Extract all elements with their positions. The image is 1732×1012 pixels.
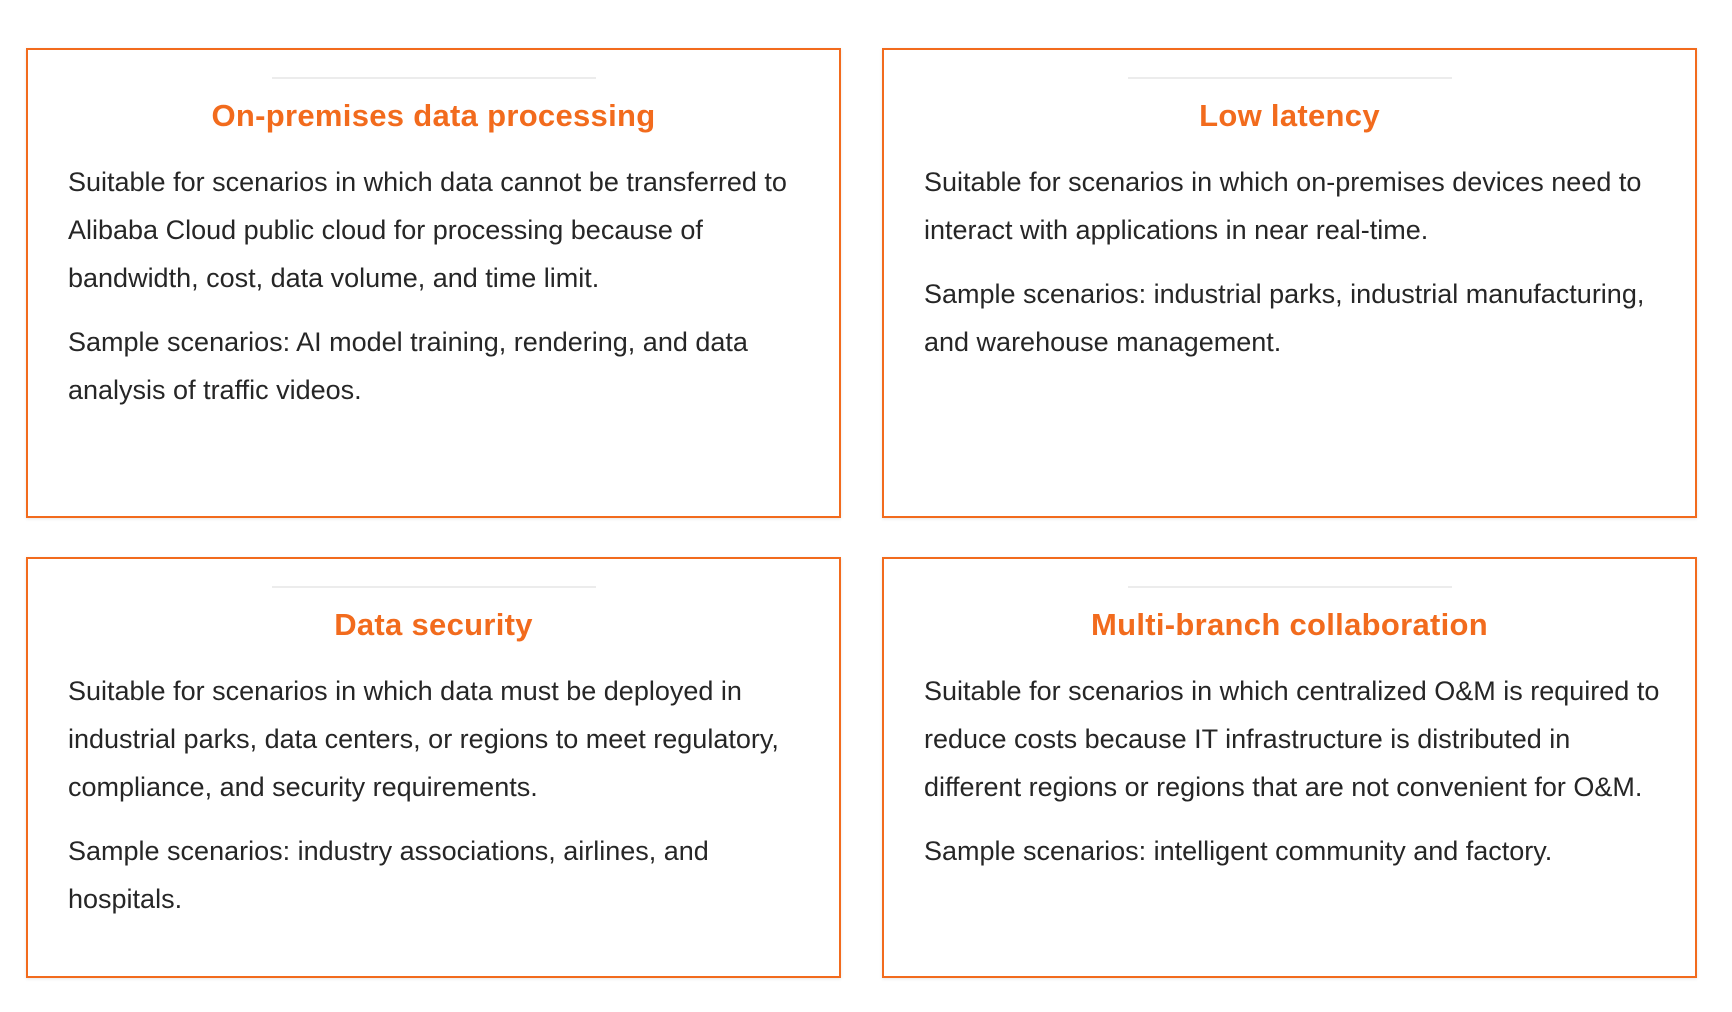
- scenario-card-multi-branch-collaboration: [882, 557, 1697, 978]
- card-title: On-premises data processing: [211, 98, 656, 133]
- card-sample-scenarios: Sample scenarios: industrial parks, industrial manufacturing, and warehouse management.: [924, 279, 1645, 357]
- scenario-card-data-security: [26, 557, 841, 978]
- card-divider: [1128, 77, 1452, 79]
- scenario-card-low-latency: [882, 48, 1697, 518]
- card-body: [924, 667, 1667, 891]
- card-title: Multi-branch collaboration: [1090, 607, 1489, 642]
- card-description: Suitable for scenarios in which data cannot be transferred to Alibaba Cloud public cloud for processing because of bandwidth, cost, data volume, and time limit.: [68, 167, 787, 293]
- card-title: Data security: [334, 607, 533, 642]
- scenario-card-on-premises-data-processing: [26, 48, 841, 518]
- card-body: [924, 158, 1667, 382]
- card-divider: [1128, 586, 1452, 588]
- card-divider: [272, 586, 596, 588]
- card-sample-scenarios: Sample scenarios: AI model training, rendering, and data analysis of traffic videos.: [68, 327, 748, 405]
- card-body: [68, 667, 811, 939]
- card-body: [68, 158, 811, 430]
- card-title: Low latency: [1199, 98, 1380, 133]
- card-divider: [272, 77, 596, 79]
- card-description: Suitable for scenarios in which data must be deployed in industrial parks, data centers, or regions to meet regulatory, compliance, and security requirements.: [68, 676, 779, 802]
- card-description: Suitable for scenarios in which centralized O&M is required to reduce costs because IT infrastructure is distributed in different regions or regions that are not convenient for O&M.: [924, 676, 1660, 802]
- card-sample-scenarios: Sample scenarios: industry associations, airlines, and hospitals.: [68, 836, 709, 914]
- card-description: Suitable for scenarios in which on-premises devices need to interact with applications in near real-time.: [924, 167, 1642, 245]
- card-sample-scenarios: Sample scenarios: intelligent community and factory.: [924, 836, 1553, 866]
